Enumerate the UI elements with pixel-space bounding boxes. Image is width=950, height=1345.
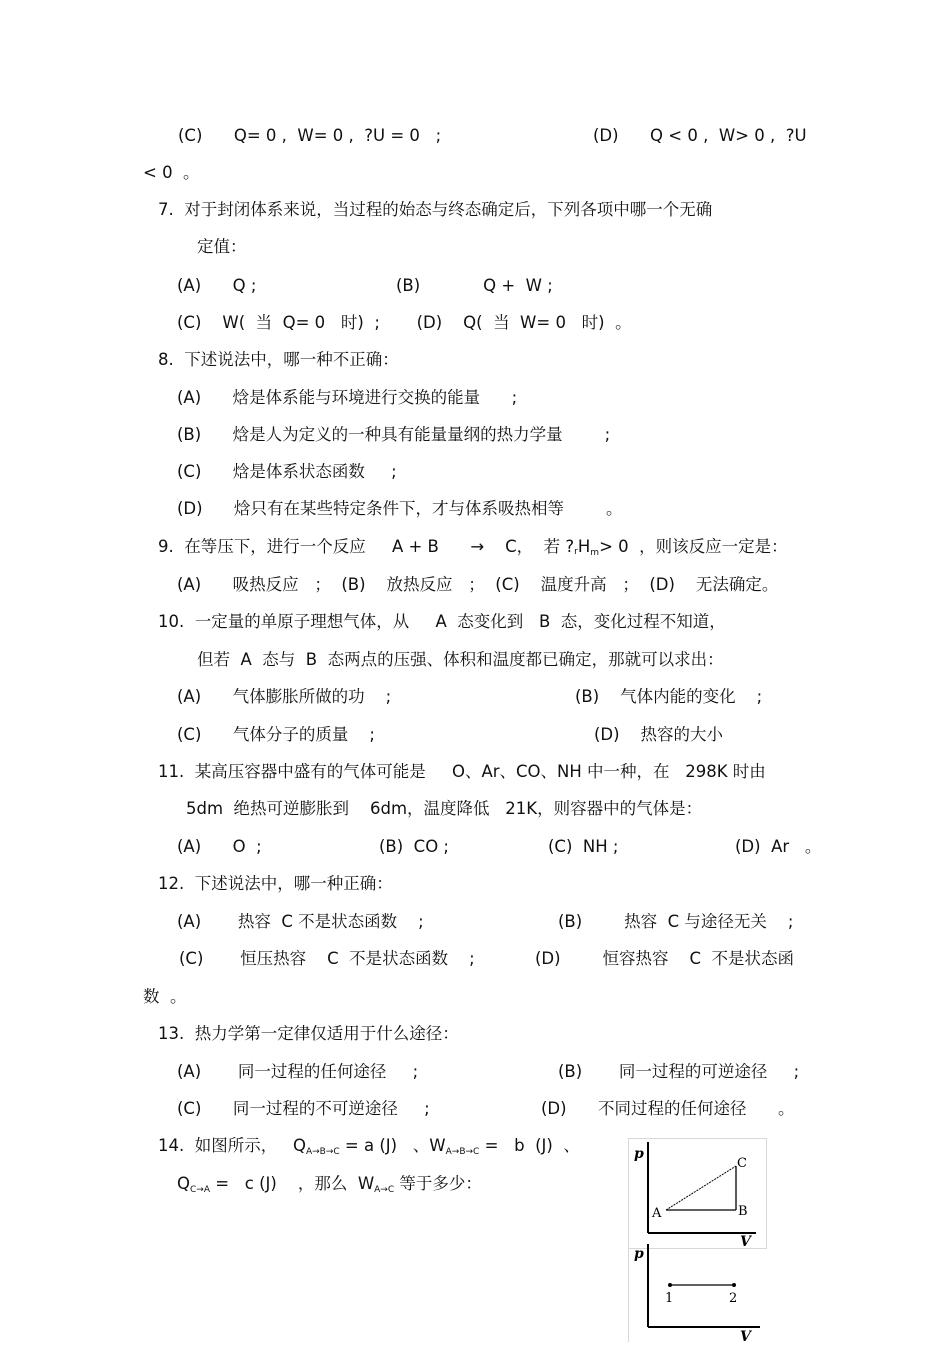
q14-cont-a: Q (177, 1174, 190, 1193)
q7-options-cd: (C) W( 当 Q= 0 时) ; (D) Q( 当 W= 0 时) 。 (177, 313, 632, 332)
q11-stem: 11. 某高压容器中盛有的气体可能是 O、Ar、CO、NH 中一种，在 298K 时由 (158, 762, 766, 781)
q13-stem: 13. 热力学第一定律仅适用于什么途径： (158, 1024, 459, 1043)
point-2 (732, 1283, 736, 1287)
q7-stem: 7. 对于封闭体系来说，当过程的始态与终态确定后，下列各项中哪一个无确 (158, 200, 713, 219)
point-a-label: A (652, 1206, 662, 1221)
q9-options: (A) 吸热反应 ； (B) 放热反应 ； (C) 温度升高 ； (D) 无法确定。 (177, 575, 779, 594)
q11-stem-cont: 5dm 绝热可逆膨胀到 6dm，温度降低 21K，则容器中的气体是： (186, 799, 703, 818)
q14-sub-4: A→C (374, 1185, 395, 1195)
q12-stem: 12. 下述说法中，哪一种正确： (158, 874, 393, 893)
q9-stem: 9. 在等压下，进行一个反应 A + B → C， 若 ?rHm> 0 ，则该反应一定是： (158, 537, 788, 558)
q14-cont-b: = c (J) ，那么 W (209, 1174, 375, 1193)
q8-option-c: (C) 焓是体系状态函数 ; (177, 462, 397, 481)
point-1-label: 1 (665, 1291, 674, 1306)
q14-sub-1: A→B→C (305, 1147, 340, 1157)
v-label: V (740, 1329, 751, 1342)
point-1 (668, 1283, 672, 1287)
q13-option-a: (A) 同一过程的任何途径 ; (177, 1062, 419, 1081)
point-c-label: C (737, 1156, 747, 1171)
q13-option-d: (D) 不同过程的任何途径 。 (541, 1099, 795, 1118)
q7-option-b: (B) Q + W ; (396, 276, 553, 295)
q12-option-a: (A) 热容 C 不是状态函数 ; (177, 912, 424, 931)
q13-option-c: (C) 同一过程的不可逆途径 ; (177, 1099, 430, 1118)
q11-option-b: (B) CO ; (379, 837, 449, 856)
q11-option-c: (C) NH ; (548, 837, 619, 856)
q8-option-b: (B) 焓是人为定义的一种具有能量量纲的热力学量 ; (177, 425, 611, 444)
q14-sub-2: A→B→C (445, 1147, 480, 1157)
point-b-label: B (738, 1204, 748, 1219)
p-label: p (634, 1246, 644, 1262)
q14-sub-3: C→A (190, 1185, 210, 1195)
q12-option-b: (B) 热容 C 与途径无关 ; (558, 912, 794, 931)
v-label: V (740, 1234, 751, 1250)
q11-option-d: (D) Ar 。 (735, 837, 822, 856)
q14-cont-c: 等于多少： (394, 1174, 482, 1193)
q10-option-c: (C) 气体分子的质量 ; (177, 725, 375, 744)
q9-stem-c: > 0 ，则该反应一定是： (599, 537, 788, 556)
q12-option-d: (D) 恒容热容 C 不是状态函 (535, 949, 795, 968)
q8-stem: 8. 下述说法中，哪一种不正确： (158, 350, 399, 369)
q12-option-d-cont: 数 。 (143, 987, 187, 1006)
pv-diagram-isobar (628, 1238, 768, 1342)
q7-option-a: (A) Q ; (177, 276, 257, 295)
segment-ca (666, 1166, 736, 1210)
q7-stem-cont: 定值： (197, 237, 247, 256)
q10-option-d: (D) 热容的大小 (594, 725, 724, 744)
q14-stem-cont (177, 1174, 482, 1200)
q14-stem-b: = a (J) 、W (339, 1136, 446, 1155)
q10-option-a: (A) 气体膨胀所做的功 ; (177, 687, 392, 706)
q10-option-b: (B) 气体内能的变化 ; (575, 687, 763, 706)
q13-option-b: (B) 同一过程的可逆途径 ; (558, 1062, 800, 1081)
q10-stem: 10. 一定量的单原子理想气体，从 A 态变化到 B 态，变化过程不知道， (158, 612, 726, 631)
q6-option-d: (D) Q < 0 , W> 0 , ?U (593, 126, 807, 145)
q11-option-a: (A) O ; (177, 837, 262, 856)
pv-diagram-triangle (628, 1138, 768, 1250)
q8-option-a: (A) 焓是体系能与环境进行交换的能量 ; (177, 388, 518, 407)
point-2-label: 2 (729, 1291, 738, 1306)
q6-option-c: (C) Q= 0 , W= 0 , ?U = 0 ; (178, 126, 442, 145)
q10-stem-cont: 但若 A 态与 B 态两点的压强、体积和温度都已确定，那就可以求出： (197, 650, 724, 669)
q14-stem-c: = b (J) 、 (479, 1136, 580, 1155)
q8-option-d: (D) 焓只有在某些特定条件下，才与体系吸热相等 。 (177, 499, 623, 518)
q12-option-c: (C) 恒压热容 C 不是状态函数 ; (179, 949, 475, 968)
q14-stem (158, 1136, 580, 1162)
q6-option-d-cont: < 0 。 (143, 163, 200, 182)
p-label: p (634, 1146, 644, 1162)
q14-stem-a: 14. 如图所示， Q (158, 1136, 306, 1155)
q9-stem-h: H (577, 537, 591, 556)
q9-stem-a: 9. 在等压下，进行一个反应 A + B → C， 若 ? (158, 537, 575, 556)
